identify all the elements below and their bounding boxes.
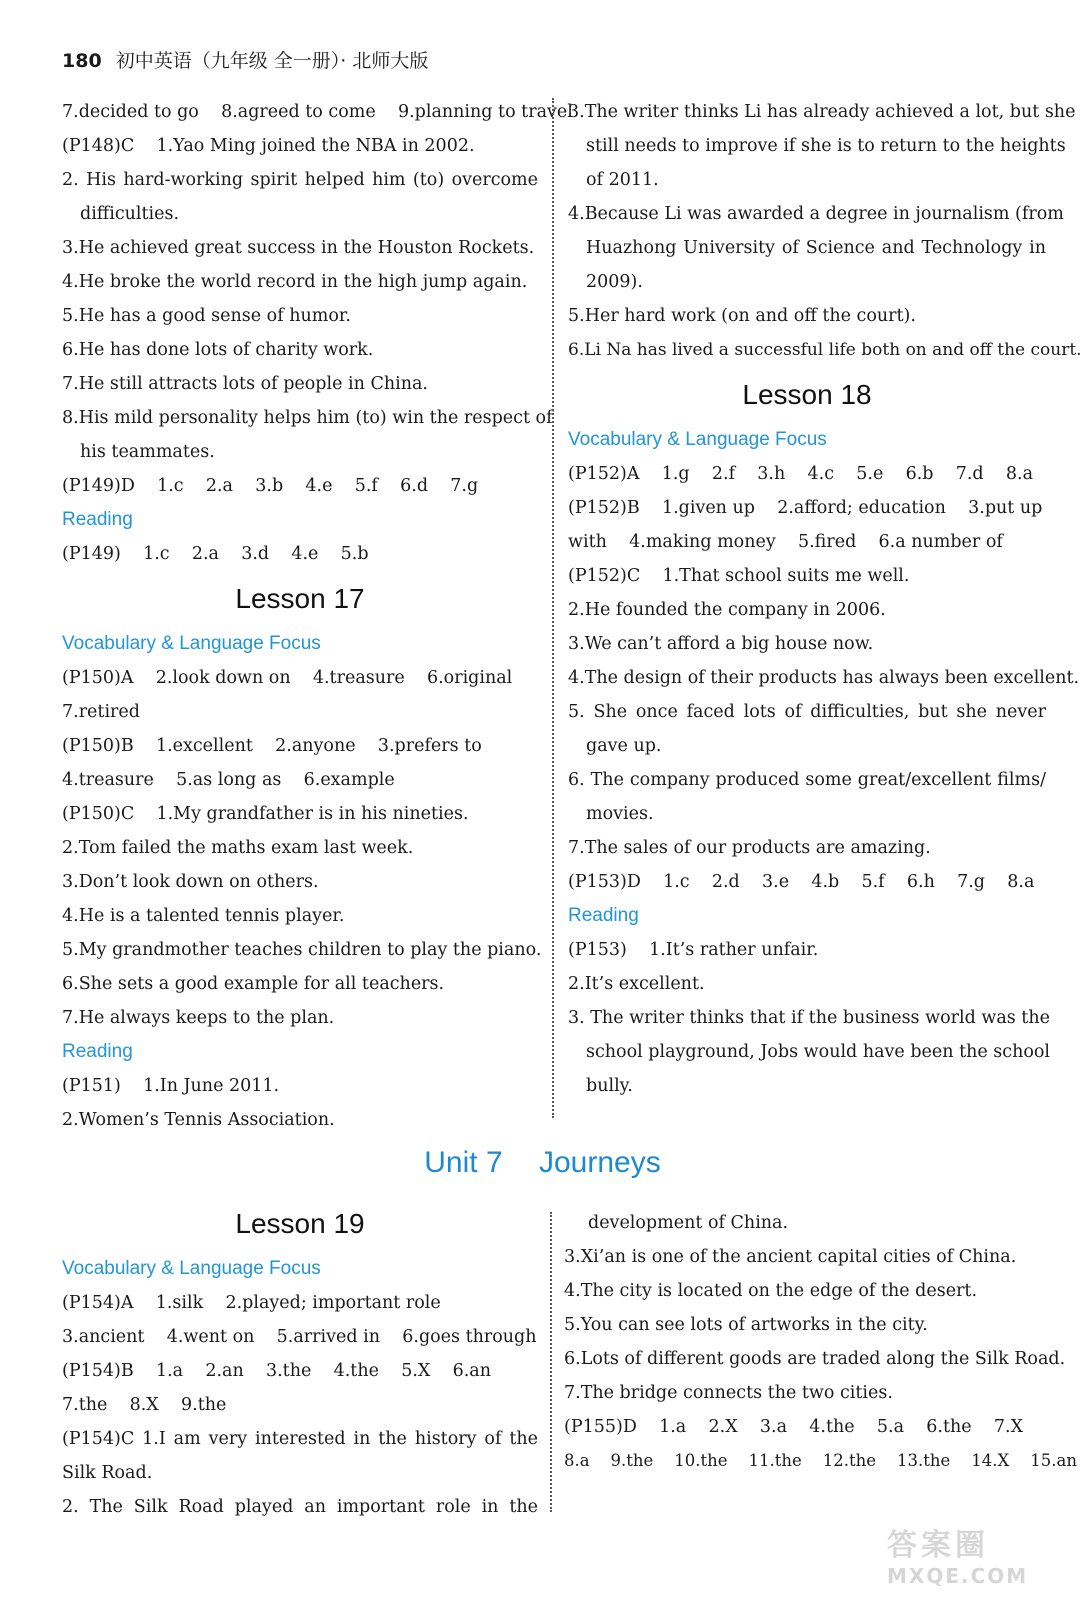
- answer-line: Huazhong University of Science and Technology in: [586, 238, 1046, 258]
- lesson-19-title: Lesson 19: [235, 1208, 365, 1239]
- unit-label: Unit 7: [424, 1146, 503, 1179]
- answer-line: 5. She once faced lots of difficulties, but she never: [568, 702, 1046, 722]
- answer-line: 5.My grandmother teaches children to play the piano.: [62, 940, 542, 960]
- answer-line: 4.The city is located on the edge of the desert.: [564, 1281, 978, 1301]
- answer-line: 2.He founded the company in 2006.: [568, 600, 886, 620]
- answer-line: 2. His hard-working spirit helped him (to) overcome: [62, 170, 538, 190]
- answer-line: 8.His mild personality helps him (to) win the respect of: [62, 408, 553, 428]
- top-right-column: [568, 95, 1082, 1103]
- answer-line: (P150)B 1.excellent 2.anyone 3.prefers to: [62, 736, 482, 756]
- answer-line: (P154)B 1.a 2.an 3.the 4.the 5.X 6.an: [62, 1361, 491, 1381]
- section-heading-vocabulary: Vocabulary & Language Focus: [62, 1258, 321, 1279]
- bottom-left-column: [62, 1196, 538, 1524]
- lesson-17-title: Lesson 17: [235, 583, 365, 614]
- answer-line: 3. The writer thinks that if the business world was the: [568, 1008, 1050, 1028]
- column-divider: [552, 98, 554, 1118]
- book-title: 初中英语（九年级 全一册）· 北师大版: [115, 50, 429, 72]
- answer-line: 3.ancient 4.went on 5.arrived in 6.goes through: [62, 1327, 537, 1347]
- answer-line: (P148)C 1.Yao Ming joined the NBA in 2002.: [62, 136, 475, 156]
- answer-line: (P154)A 1.silk 2.played; important role: [62, 1293, 441, 1313]
- answer-line: 6. The company produced some great/excellent films/: [568, 770, 1046, 790]
- answer-line: 7.The bridge connects the two cities.: [564, 1383, 893, 1403]
- answer-line: 2.It’s excellent.: [568, 974, 705, 994]
- page-number: 180: [62, 50, 102, 72]
- answer-line: with 4.making money 5.fired 6.a number of: [568, 532, 1003, 552]
- unit-name: Journeys: [538, 1146, 661, 1179]
- answer-line: (P151) 1.In June 2011.: [62, 1076, 280, 1096]
- top-left-column: [62, 95, 573, 1137]
- bottom-right-column: [564, 1206, 1077, 1478]
- answer-line: 5.He has a good sense of humor.: [62, 306, 351, 326]
- answer-line: 7.decided to go 8.agreed to come 9.planning to travel: [62, 102, 573, 122]
- answer-line: (P154)C 1.I am very interested in the history of the: [62, 1429, 538, 1449]
- watermark-logo: [887, 1520, 1057, 1588]
- answer-line: 7.retired: [62, 702, 140, 722]
- section-heading-vocabulary: Vocabulary & Language Focus: [568, 429, 827, 450]
- answer-line: bully.: [586, 1076, 633, 1096]
- answer-line: 4.treasure 5.as long as 6.example: [62, 770, 395, 790]
- answer-line: 3.He achieved great success in the Houston Rockets.: [62, 238, 535, 258]
- answer-line: 7.The sales of our products are amazing.: [568, 838, 931, 858]
- answer-line: 4.He is a talented tennis player.: [62, 906, 345, 926]
- watermark-text-bottom: MXQE.COM: [887, 1564, 1029, 1588]
- lesson-18-title: Lesson 18: [742, 379, 872, 410]
- answer-line: 2009).: [586, 272, 643, 292]
- answer-line: 7.He still attracts lots of people in China.: [62, 374, 428, 394]
- answer-line: 6.She sets a good example for all teachers.: [62, 974, 445, 994]
- answer-line: 5.Her hard work (on and off the court).: [568, 306, 916, 326]
- answer-line: (P153)D 1.c 2.d 3.e 4.b 5.f 6.h 7.g 8.a: [568, 872, 1035, 892]
- answer-line: still needs to improve if she is to return to the heights: [586, 136, 1066, 156]
- answer-line: 3.The writer thinks Li has already achieved a lot, but she: [568, 102, 1076, 122]
- answer-line: 6.He has done lots of charity work.: [62, 340, 374, 360]
- answer-line: (P152)A 1.g 2.f 3.h 4.c 5.e 6.b 7.d 8.a: [568, 464, 1033, 484]
- answer-line: (P152)B 1.given up 2.afford; education 3.put up: [568, 498, 1043, 518]
- answer-line: 6.Lots of different goods are traded along the Silk Road.: [564, 1349, 1066, 1369]
- page-header: [62, 46, 428, 73]
- answer-line: (P155)D 1.a 2.X 3.a 4.the 5.a 6.the 7.X: [564, 1417, 1024, 1437]
- answer-line: 2.Tom failed the maths exam last week.: [62, 838, 414, 858]
- answer-line: 7.He always keeps to the plan.: [62, 1008, 335, 1028]
- answer-line: 2. The Silk Road played an important role in the: [62, 1497, 538, 1517]
- answer-line: 8.a 9.the 10.the 11.the 12.the 13.the 14.X 15.an: [564, 1451, 1077, 1470]
- section-heading-reading: Reading: [62, 509, 133, 530]
- answer-line: of 2011.: [586, 170, 659, 190]
- unit-heading: [0, 1146, 1085, 1180]
- answer-line: 3.Xi’an is one of the ancient capital cities of China.: [564, 1247, 1017, 1267]
- answer-line: 6.Li Na has lived a successful life both on and off the court.: [568, 340, 1082, 360]
- answer-line: 3.We can’t afford a big house now.: [568, 634, 874, 654]
- section-heading-reading: Reading: [568, 905, 639, 926]
- section-heading-vocabulary: Vocabulary & Language Focus: [62, 633, 321, 654]
- answer-line: 3.Don’t look down on others.: [62, 872, 319, 892]
- answer-line: gave up.: [586, 736, 662, 756]
- answer-line: (P149)D 1.c 2.a 3.b 4.e 5.f 6.d 7.g: [62, 476, 479, 496]
- answer-line: his teammates.: [80, 442, 215, 462]
- answer-line: Silk Road.: [62, 1463, 153, 1483]
- answer-line: (P150)A 2.look down on 4.treasure 6.original: [62, 668, 513, 688]
- answer-line: (P153) 1.It’s rather unfair.: [568, 940, 819, 960]
- answer-line: (P149) 1.c 2.a 3.d 4.e 5.b: [62, 544, 369, 564]
- answer-line: 4.He broke the world record in the high jump again.: [62, 272, 528, 292]
- section-heading-reading: Reading: [62, 1041, 133, 1062]
- answer-line: 4.Because Li was awarded a degree in journalism (from: [568, 204, 1064, 224]
- answer-line: difficulties.: [80, 204, 180, 224]
- answer-line: school playground, Jobs would have been the school: [586, 1042, 1051, 1062]
- answer-line: 7.the 8.X 9.the: [62, 1395, 227, 1415]
- answer-line: (P152)C 1.That school suits me well.: [568, 566, 910, 586]
- answer-line: 4.The design of their products has always been excellent.: [568, 668, 1080, 688]
- answer-line: (P150)C 1.My grandfather is in his nineties.: [62, 804, 469, 824]
- watermark-text-top: 答案圈: [887, 1528, 989, 1563]
- answer-line: movies.: [586, 804, 654, 824]
- answer-line: 5.You can see lots of artworks in the city.: [564, 1315, 928, 1335]
- answer-line: development of China.: [588, 1213, 789, 1233]
- answer-line: 2.Women’s Tennis Association.: [62, 1110, 335, 1130]
- column-divider: [550, 1212, 552, 1512]
